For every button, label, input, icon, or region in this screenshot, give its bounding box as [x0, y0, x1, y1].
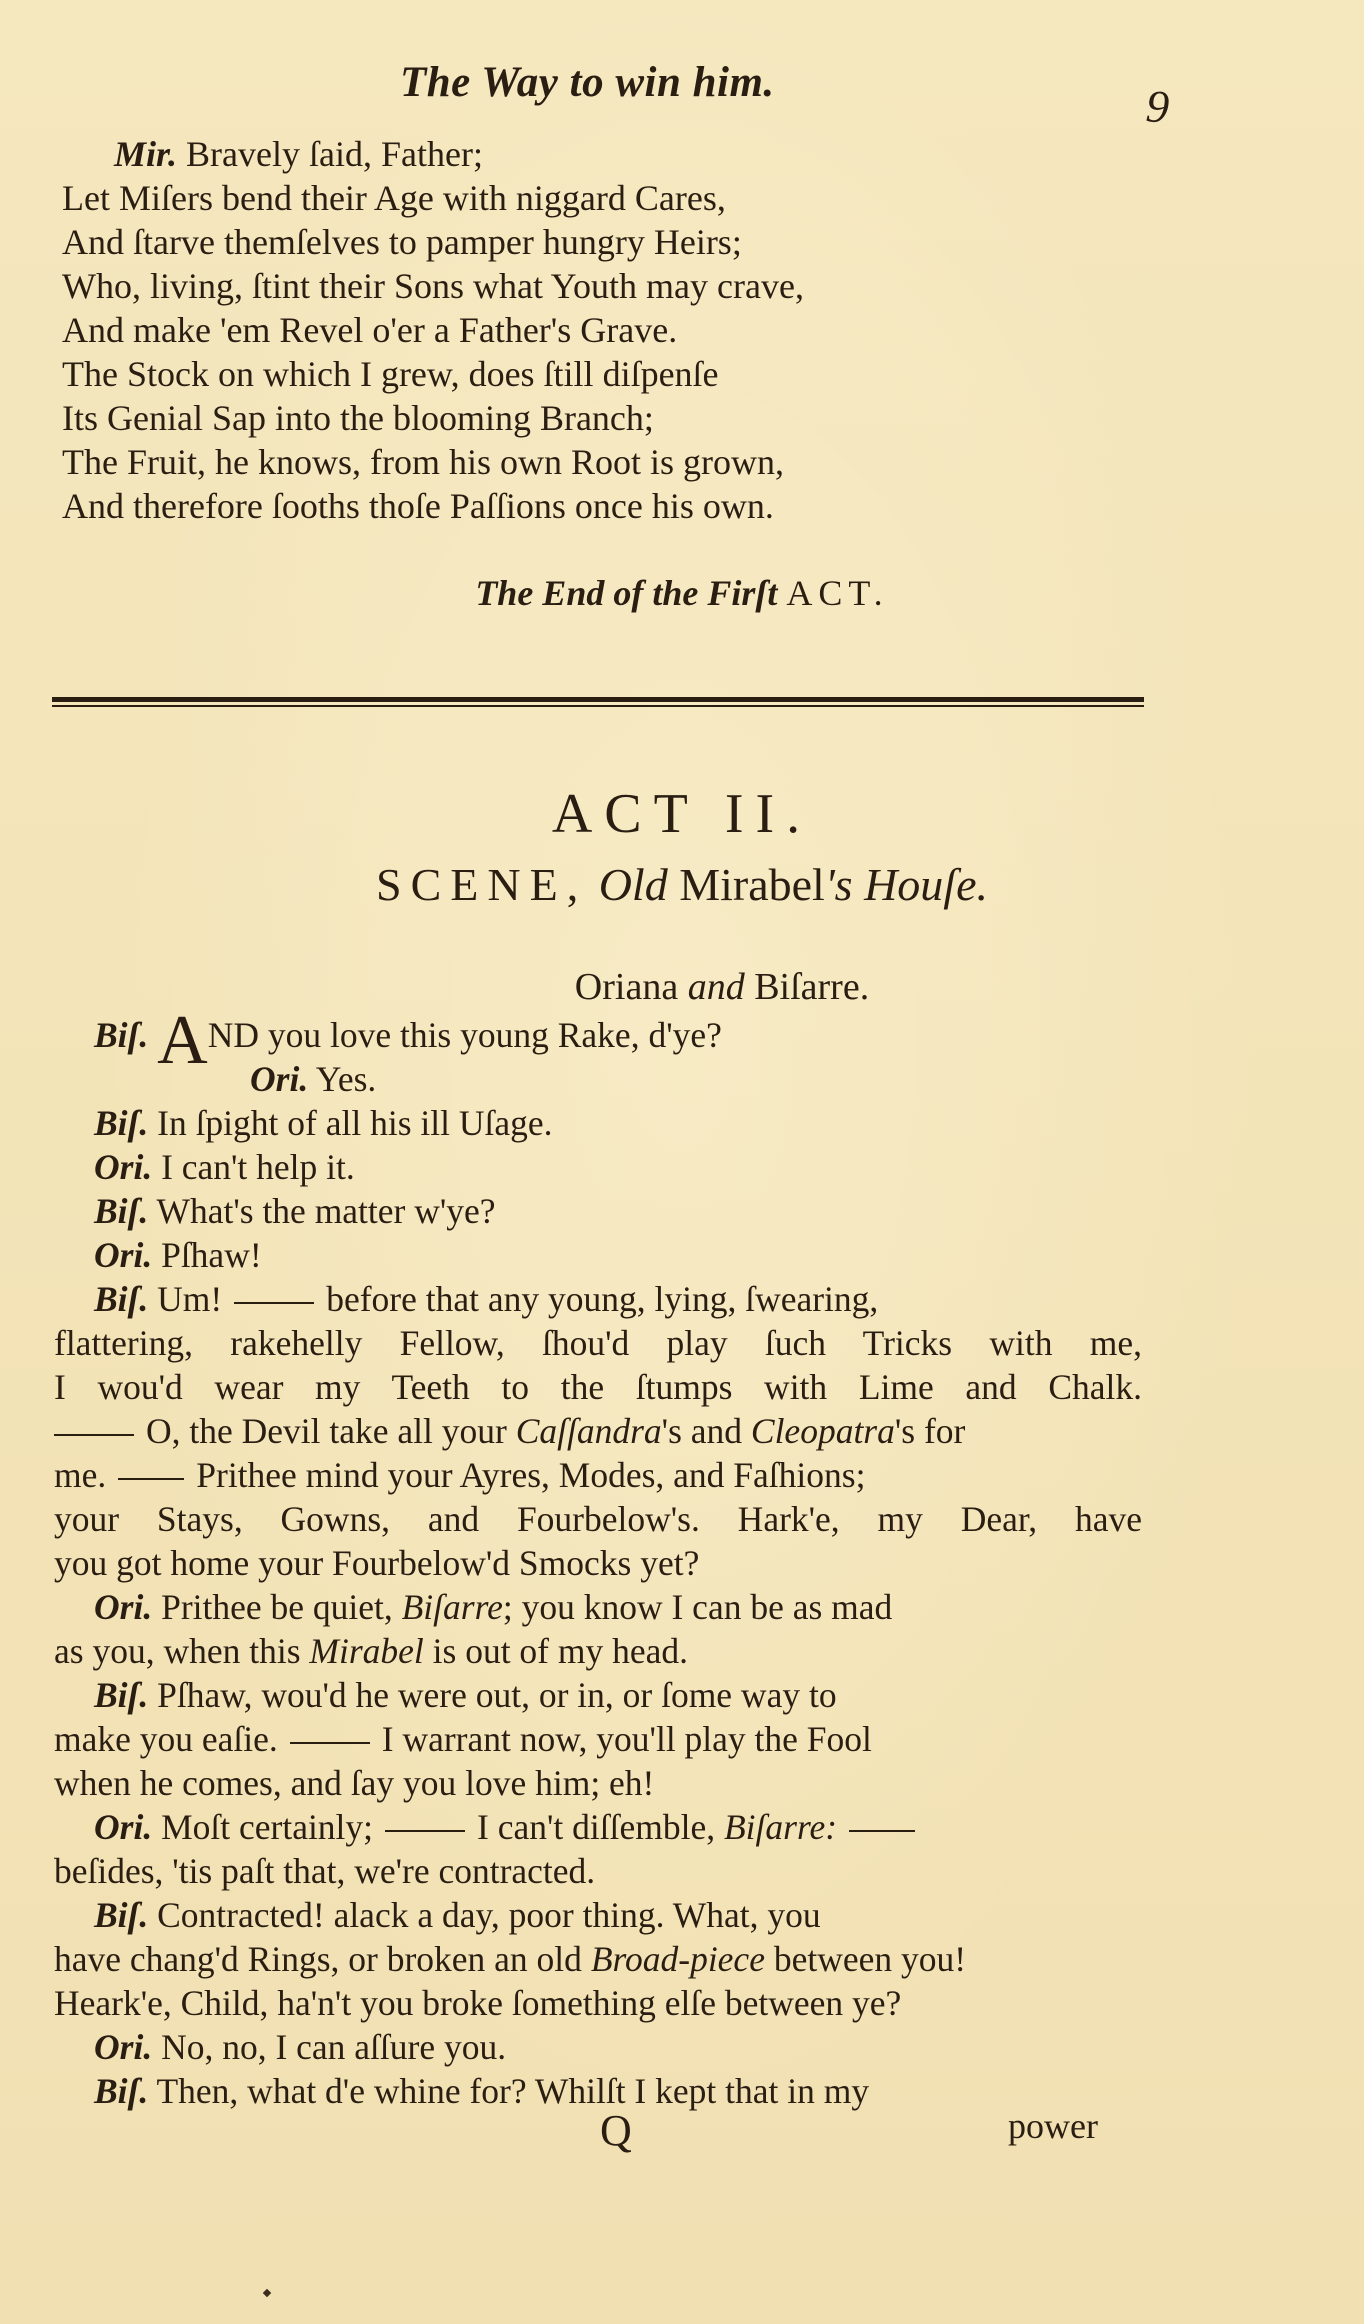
speaker-label: Ori.: [94, 1235, 153, 1275]
verse-line: Its Genial Sap into the blooming Branch;: [62, 398, 654, 438]
rule-thick: [52, 697, 1144, 702]
speaker-label: Biſ.: [94, 1015, 149, 1055]
person-bisarre: Biſarre.: [754, 966, 870, 1008]
speaker-label: Biſ.: [94, 1895, 149, 1935]
line-text: ; you know I can be as mad: [502, 1587, 893, 1627]
dialogue-line: when he comes, and ſay you love him; eh!: [54, 1763, 655, 1803]
line-text: Um!: [157, 1279, 223, 1319]
speaker-label: Mir.: [114, 134, 178, 174]
line-text: between you!: [773, 1939, 967, 1979]
dialogue-block: [54, 1002, 1144, 2113]
em-dash: [234, 1302, 314, 1304]
line-text: No, no, I can aſſure you.: [161, 2027, 507, 2067]
dialogue-line: [54, 1585, 1144, 1629]
line-text: Moſt certainly;: [161, 1807, 374, 1847]
speaker-label: Biſ.: [94, 2071, 149, 2111]
line-text: Prithee mind your Ayres, Modes, and Faſhions;: [196, 1455, 866, 1495]
dialogue-line: [54, 1277, 1144, 1321]
line-text: Pſhaw!: [161, 1235, 262, 1275]
speaker-label: Ori.: [94, 1147, 153, 1187]
line-text: me.: [54, 1455, 107, 1495]
em-dash: [54, 1434, 134, 1436]
rule-thin: [52, 705, 1144, 707]
dialogue-line: you got home your Fourbelow'd Smocks yet?: [54, 1543, 700, 1583]
dialogue-line: [54, 1805, 1144, 1849]
dialogue-line: Heark'e, Child, ha'n't you broke ſomething elſe between ye?: [54, 1983, 902, 2023]
italic-name: Caſſandra: [515, 1411, 662, 1451]
scene-italic-old: Old: [598, 859, 668, 910]
em-dash: [385, 1830, 465, 1832]
dialogue-line: [54, 1145, 1144, 1189]
line-text: O, the Devil take all your: [146, 1411, 507, 1451]
speaker-label: Biſ.: [94, 1191, 149, 1231]
speaker-label: Ori.: [250, 1059, 309, 1099]
italic-name: Mirabel: [309, 1631, 424, 1671]
dialogue-line: flattering, rakehelly Fellow, ſhou'd play ſuch Tricks with me,: [54, 1323, 1142, 1363]
drop-cap: A: [157, 1002, 208, 1079]
dialogue-line: [54, 1101, 1144, 1145]
end-of-act-italic: The End of the Firſt: [475, 573, 778, 613]
scene-heading: [0, 858, 1364, 911]
section-rule: [52, 697, 1144, 706]
speaker-label: Ori.: [94, 1587, 153, 1627]
verse-line: The Stock on which I grew, does ſtill diſpenſe: [62, 354, 719, 394]
verse-line: And make 'em Revel o'er a Father's Grave.: [62, 310, 678, 350]
italic-name: Broad-piece: [590, 1939, 765, 1979]
verse-line: And ſtarve themſelves to pamper hungry Heirs;: [62, 222, 742, 262]
line-text: Contracted! alack a day, poor thing. What, you: [157, 1895, 821, 1935]
line-text: is out of my head.: [432, 1631, 689, 1671]
verse-text: Bravely ſaid, Father;: [186, 134, 483, 174]
line-text: Then, what d'e whine for? Whilſt I kept that in my: [156, 2071, 870, 2111]
end-of-act-caps: ACT.: [786, 573, 889, 613]
persons-conj: and: [687, 966, 745, 1008]
line-text: 's and: [661, 1411, 743, 1451]
em-dash: [290, 1742, 370, 1744]
verse-line: Let Miſers bend their Age with niggard Cares,: [62, 178, 726, 218]
line-text: Prithee be quiet,: [161, 1587, 393, 1627]
dialogue-line: [54, 1233, 1144, 1277]
running-title: The Way to win him.: [400, 59, 775, 106]
italic-name: Biſarre:: [723, 1807, 838, 1847]
signature-mark: Q: [600, 2106, 632, 2155]
dialogue-line: [54, 1893, 1144, 1937]
line-text: I can't diſſemble,: [477, 1807, 716, 1847]
catchword: power: [1008, 2106, 1098, 2146]
dialogue-line: [54, 2025, 1144, 2069]
page-footer: [0, 2105, 1364, 2155]
em-dash: [849, 1830, 915, 1832]
dialogue-line: [54, 1629, 1144, 1673]
act-heading: ACT II.: [551, 783, 813, 845]
running-head: [0, 58, 1364, 133]
dialogue-line: [54, 1189, 1144, 1233]
speaker-label: Biſ.: [94, 1103, 149, 1143]
line-text: Yes.: [315, 1059, 377, 1099]
dialogue-line: [54, 1673, 1144, 1717]
scene-name: Mirabel: [679, 859, 825, 910]
line-text: I can't help it.: [161, 1147, 355, 1187]
verse-line: And therefore ſooths thoſe Paſſions once his own.: [62, 486, 774, 526]
line-text: make you eaſie.: [54, 1719, 278, 1759]
speaker-label: Ori.: [94, 1807, 153, 1847]
line-text: 's for: [894, 1411, 966, 1451]
scene-caps: SCENE,: [376, 859, 588, 910]
speaker-label: Biſ.: [94, 1279, 149, 1319]
dialogue-line: I wou'd wear my Teeth to the ſtumps with Lime and Chalk.: [54, 1367, 1142, 1407]
line-text: I warrant now, you'll play the Fool: [381, 1719, 872, 1759]
dialogue-line: beſides, 'tis paſt that, we're contracted.: [54, 1851, 596, 1891]
line-text: ND you love this young Rake, d'ye?: [207, 1015, 722, 1055]
dialogue-line: [54, 1409, 1144, 1453]
verse-line: [62, 132, 1142, 176]
scene-italic-house: 's Houſe.: [824, 859, 988, 910]
dialogue-line: [54, 1717, 1144, 1761]
verse-line: The Fruit, he knows, from his own Root is grown,: [62, 442, 784, 482]
verse-line: Who, living, ſtint their Sons what Youth may crave,: [62, 266, 804, 306]
speaker-label: Ori.: [94, 2027, 153, 2067]
em-dash: [118, 1478, 184, 1480]
line-text: before that any young, lying, ſwearing,: [326, 1279, 879, 1319]
line-text: Pſhaw, wou'd he were out, or in, or ſome way to: [157, 1675, 837, 1715]
speaker-label: Biſ.: [94, 1675, 149, 1715]
dialogue-line: [54, 1453, 1144, 1497]
dialogue-line: [54, 1937, 1144, 1981]
line-text: have chang'd Rings, or broken an old: [54, 1939, 582, 1979]
line-text: In ſpight of all his ill Uſage.: [157, 1103, 553, 1143]
line-text: as you, when this: [54, 1631, 301, 1671]
person-oriana: Oriana: [574, 966, 679, 1008]
dialogue-line: your Stays, Gowns, and Fourbelow's. Hark'e, my Dear, have: [54, 1499, 1142, 1539]
italic-name: Cleopatra: [750, 1411, 895, 1451]
end-of-act-note: [0, 572, 1364, 614]
italic-name: Biſarre: [401, 1587, 503, 1627]
ink-speck: [263, 2289, 271, 2297]
dialogue-line: [54, 1057, 1144, 1101]
line-text: What's the matter w'ye?: [156, 1191, 496, 1231]
verse-block: [62, 132, 1142, 528]
page-number: 9: [1144, 80, 1171, 133]
